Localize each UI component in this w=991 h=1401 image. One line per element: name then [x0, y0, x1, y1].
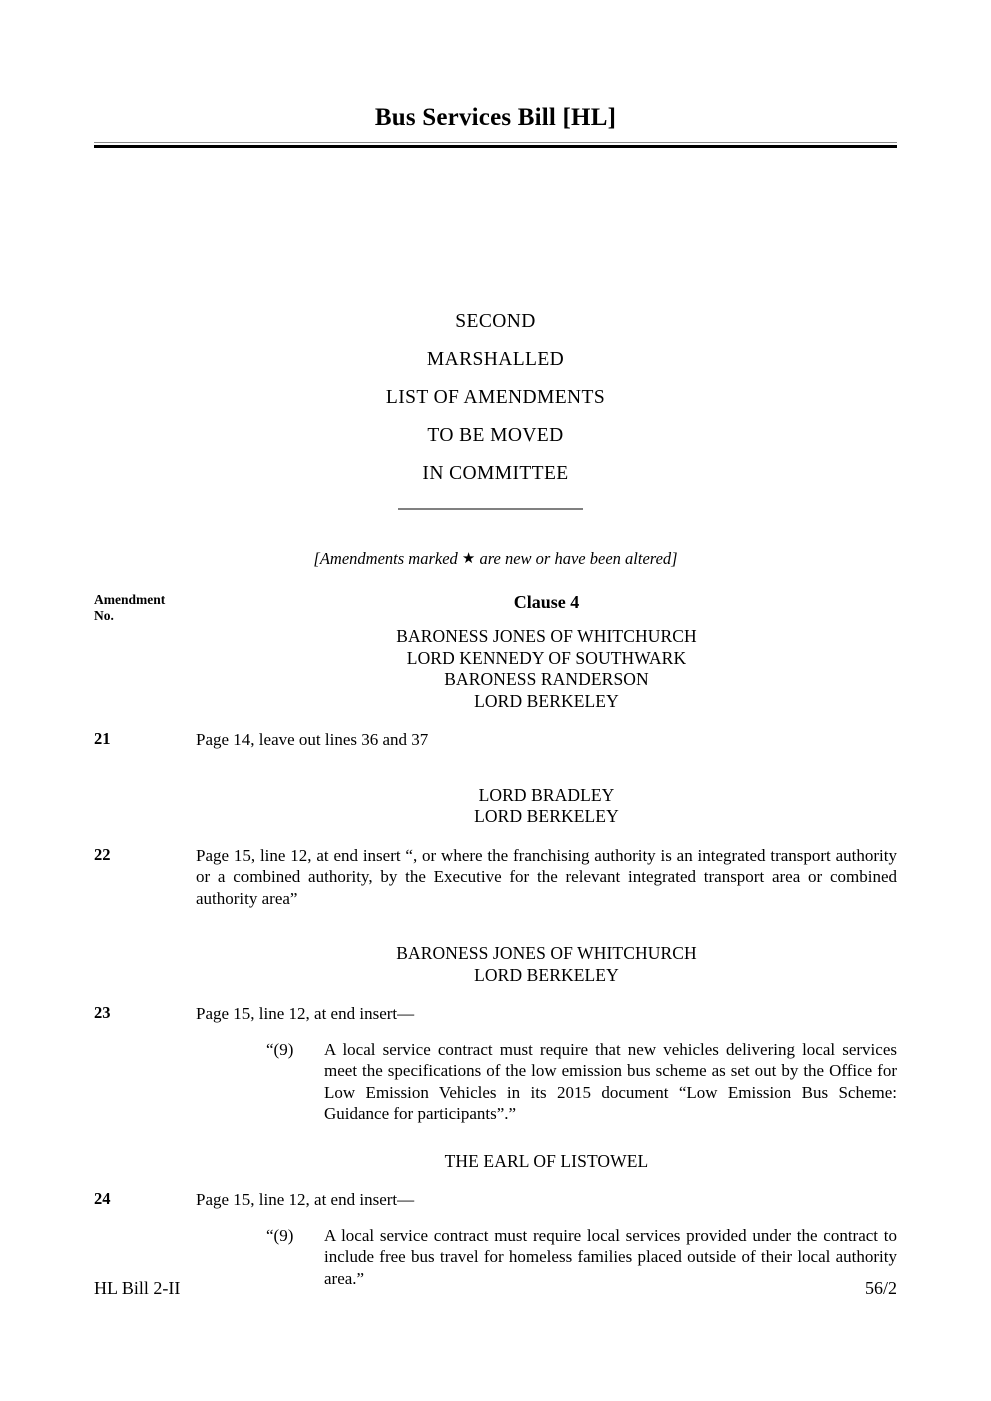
section-divider-rule	[398, 508, 583, 510]
footer-bill-number: HL Bill 2-II	[94, 1278, 181, 1298]
sponsor-list	[196, 943, 897, 986]
heading-line-4: TO BE MOVED	[427, 425, 564, 446]
amendment-number: 24	[94, 1189, 111, 1208]
amendment-text: Page 14, leave out lines 36 and 37	[196, 730, 429, 749]
star-note-close-bracket: ]	[671, 549, 678, 568]
spacer	[94, 909, 897, 943]
star-amendment-note	[94, 549, 897, 569]
sponsor-name: LORD BERKELEY	[474, 690, 619, 711]
column-label-line-1: Amendment	[94, 592, 166, 607]
star-note-open-bracket: [	[313, 549, 320, 568]
sponsor-list	[196, 1151, 897, 1173]
amendment-text: Page 15, line 12, at end insert—	[196, 1190, 415, 1209]
amendment-number: 23	[94, 1003, 111, 1022]
amendment-entry	[94, 1003, 897, 1125]
amendment-text: Page 15, line 12, at end insert “, or where the franchising authority is an integrated transport authority or a combined authority, by the Executive for the relevant integrated transport area or combined authority area”	[196, 845, 897, 908]
heading-line-3: LIST OF AMENDMENTS	[385, 387, 606, 408]
subsection-marker: “(9)	[266, 1039, 294, 1059]
page-footer	[94, 1278, 897, 1299]
sponsor-name: THE EARL OF LISTOWEL	[444, 1150, 649, 1171]
heading-line-1: SECOND	[455, 311, 536, 332]
amendment-entry	[94, 845, 897, 910]
spacer	[94, 1172, 897, 1189]
star-icon: ★	[461, 551, 476, 567]
amendment-number: 21	[94, 729, 111, 748]
sponsor-name: LORD BERKELEY	[474, 806, 619, 826]
amendment-groups	[94, 626, 897, 1289]
spacer	[94, 1125, 897, 1151]
sponsor-name: LORD BERKELEY	[474, 964, 619, 985]
heading-line-5: IN COMMITTEE	[422, 463, 569, 484]
spacer	[94, 751, 897, 785]
clause-heading: Clause 4	[513, 592, 580, 612]
page-title: Bus Services Bill [HL]	[374, 104, 617, 131]
title-rule-thick	[94, 145, 897, 148]
sponsor-name: LORD KENNEDY OF SOUTHWARK	[406, 647, 687, 668]
spacer	[94, 986, 897, 1003]
amendment-entry	[94, 729, 897, 751]
sponsor-name: BARONESS JONES OF WHITCHURCH	[396, 943, 697, 963]
sponsor-name: BARONESS JONES OF WHITCHURCH	[396, 626, 697, 646]
sponsor-list	[196, 626, 897, 712]
star-note-text-before: Amendments marked	[319, 549, 462, 568]
list-heading-block	[94, 303, 897, 493]
star-note-text-after: are new or have been altered	[475, 549, 672, 568]
amendment-entry	[94, 1189, 897, 1289]
amendment-text: Page 15, line 12, at end insert—	[196, 1004, 415, 1023]
spacer	[94, 712, 897, 729]
title-double-rule	[94, 142, 897, 148]
sponsor-name: LORD BRADLEY	[478, 784, 615, 805]
heading-line-2: MARSHALLED	[426, 349, 565, 370]
sponsor-name: BARONESS RANDERSON	[444, 669, 649, 689]
inserted-subsection	[266, 1039, 897, 1125]
amendment-number: 22	[94, 844, 111, 864]
column-label-line-2: No.	[94, 607, 114, 623]
footer-page-number: 56/2	[864, 1278, 897, 1298]
sponsor-list	[196, 785, 897, 828]
subsection-text: A local service contract must require that new vehicles delivering local services meet the specifications of the low emission bus scheme as set out by the Office for Low Emission Vehicles in its 2015 document “Low Emission Bus Scheme: Guidance for participants”.”	[324, 1039, 897, 1123]
amendment-number-column-label	[94, 592, 194, 623]
subsection-marker: “(9)	[266, 1225, 294, 1245]
spacer	[94, 828, 897, 845]
subsection-text: A local service contract must require local services provided under the contract to include free bus travel for homeless families placed outside of their local authority area.”	[324, 1225, 897, 1288]
